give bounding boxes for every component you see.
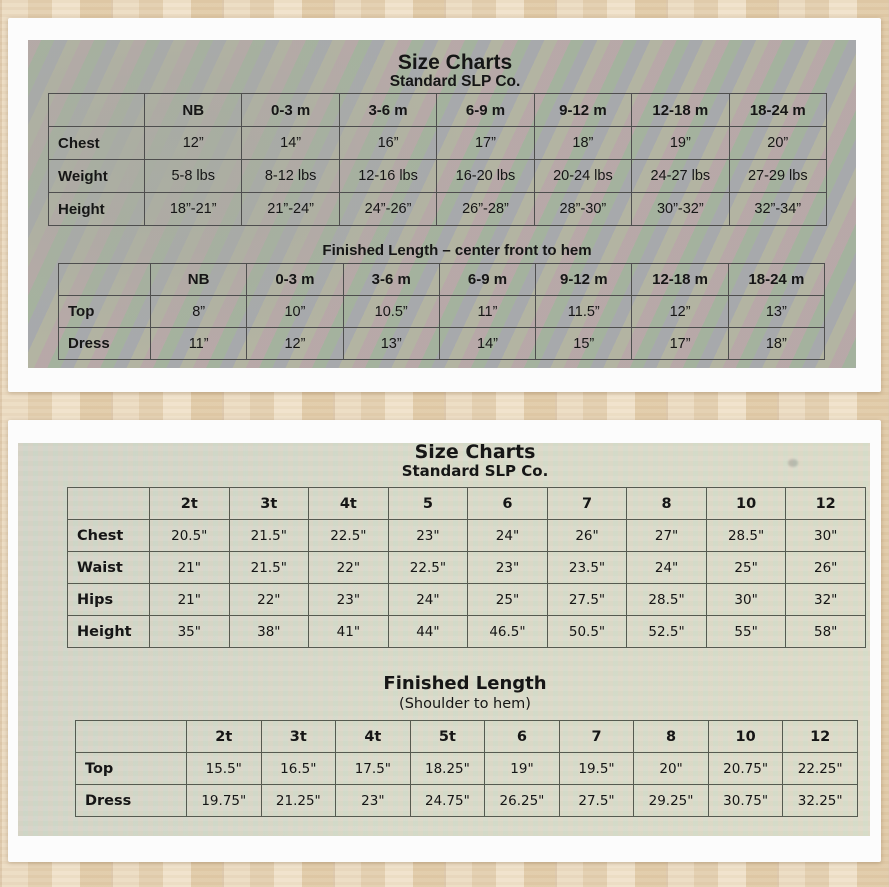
measurement-cell: 8-12 lbs [242, 160, 339, 193]
table-row [68, 552, 866, 584]
table-row [59, 296, 825, 328]
infant-size-chart-card [8, 18, 881, 392]
size-column-header: 8 [627, 488, 707, 520]
measurement-cell: 28.5" [627, 584, 707, 616]
measurement-cell: 14” [439, 328, 535, 360]
table-row [49, 160, 827, 193]
size-column-header: 18-24 m [728, 264, 824, 296]
measurement-cell: 23" [468, 552, 548, 584]
table-row [68, 520, 866, 552]
measurement-cell: 10” [247, 296, 343, 328]
size-column-header: 6 [485, 721, 560, 753]
size-column-header: NB [145, 94, 242, 127]
row-label: Hips [68, 584, 150, 616]
measurement-cell: 16” [339, 127, 436, 160]
measurement-cell: 24" [627, 552, 707, 584]
infant-chart-subtitle: Standard SLP Co. [389, 73, 521, 90]
size-column-header: 2t [150, 488, 230, 520]
size-column-header: 6-9 m [439, 264, 535, 296]
toddler-chart-title: Size Charts [414, 441, 536, 463]
toddler-chart-subtitle: Standard SLP Co. [401, 462, 549, 480]
measurement-cell: 26" [547, 520, 627, 552]
measurement-cell: 19.5" [559, 753, 634, 785]
toddler-finished-length-subheading: (Shoulder to hem) [399, 696, 531, 712]
measurement-cell: 25" [706, 552, 786, 584]
measurement-cell: 25" [468, 584, 548, 616]
row-label: Chest [49, 127, 145, 160]
size-column-header: 2t [187, 721, 262, 753]
measurement-cell: 22" [309, 552, 389, 584]
size-column-header: 12-18 m [632, 94, 729, 127]
measurement-cell: 17.5" [336, 753, 411, 785]
toddler-finished-length-heading: Finished Length [383, 673, 547, 694]
size-column-header: 9-12 m [534, 94, 631, 127]
measurement-cell: 44" [388, 616, 468, 648]
toddler-chart-screenshot [18, 443, 870, 836]
measurement-cell: 12” [247, 328, 343, 360]
size-column-header: 6 [468, 488, 548, 520]
size-column-header: 10 [708, 721, 783, 753]
measurement-cell: 23" [388, 520, 468, 552]
measurement-cell: 13” [343, 328, 439, 360]
measurement-cell: 22.5" [309, 520, 389, 552]
measurement-cell: 21.5" [229, 552, 309, 584]
measurement-cell: 8” [151, 296, 247, 328]
measurement-cell: 23.5" [547, 552, 627, 584]
measurement-cell: 30" [706, 584, 786, 616]
measurement-cell: 50.5" [547, 616, 627, 648]
measurement-cell: 55" [706, 616, 786, 648]
table-row [68, 616, 866, 648]
corner-cell [76, 721, 187, 753]
measurement-cell: 21" [150, 584, 230, 616]
header-row [59, 264, 825, 296]
row-label: Chest [68, 520, 150, 552]
size-column-header: 5 [388, 488, 468, 520]
size-column-header: 3-6 m [343, 264, 439, 296]
measurement-cell: 52.5" [627, 616, 707, 648]
row-label: Height [68, 616, 150, 648]
size-column-header: 0-3 m [247, 264, 343, 296]
infant-finished-length-heading: Finished Length – center front to hem [322, 242, 592, 259]
toddler-finished-length-table [75, 720, 858, 817]
measurement-cell: 21.25" [261, 785, 336, 817]
measurement-cell: 20” [729, 127, 826, 160]
size-column-header: 4t [309, 488, 389, 520]
measurement-cell: 15.5" [187, 753, 262, 785]
measurement-cell: 12” [145, 127, 242, 160]
measurement-cell: 46.5" [468, 616, 548, 648]
toddler-size-chart-card [8, 420, 881, 862]
measurement-cell: 11” [151, 328, 247, 360]
header-row [76, 721, 858, 753]
size-column-header: 4t [336, 721, 411, 753]
measurement-cell: 19" [485, 753, 560, 785]
size-column-header: 3-6 m [339, 94, 436, 127]
measurement-cell: 18”-21” [145, 193, 242, 226]
measurement-cell: 11.5” [536, 296, 632, 328]
size-column-header: 10 [706, 488, 786, 520]
measurement-cell: 26”-28” [437, 193, 534, 226]
measurement-cell: 27.5" [547, 584, 627, 616]
row-label: Weight [49, 160, 145, 193]
table-row [76, 753, 858, 785]
infant-measurements-table [48, 93, 827, 226]
measurement-cell: 23" [336, 785, 411, 817]
measurement-cell: 58" [786, 616, 866, 648]
measurement-cell: 32.25" [783, 785, 858, 817]
header-row [49, 94, 827, 127]
header-row [68, 488, 866, 520]
measurement-cell: 15” [536, 328, 632, 360]
corner-cell [49, 94, 145, 127]
size-column-header: 8 [634, 721, 709, 753]
measurement-cell: 24" [388, 584, 468, 616]
table-row [49, 193, 827, 226]
measurement-cell: 38" [229, 616, 309, 648]
measurement-cell: 12-16 lbs [339, 160, 436, 193]
infant-chart-screenshot [28, 40, 856, 368]
size-column-header: 18-24 m [729, 94, 826, 127]
measurement-cell: 20-24 lbs [534, 160, 631, 193]
measurement-cell: 14” [242, 127, 339, 160]
measurement-cell: 13” [728, 296, 824, 328]
measurement-cell: 24" [468, 520, 548, 552]
size-column-header: 12 [783, 721, 858, 753]
measurement-cell: 30”-32” [632, 193, 729, 226]
corner-cell [68, 488, 150, 520]
size-column-header: 9-12 m [536, 264, 632, 296]
measurement-cell: 19.75" [187, 785, 262, 817]
toddler-measurements-table [67, 487, 866, 648]
measurement-cell: 27-29 lbs [729, 160, 826, 193]
measurement-cell: 19” [632, 127, 729, 160]
measurement-cell: 32" [786, 584, 866, 616]
measurement-cell: 18” [534, 127, 631, 160]
measurement-cell: 27" [627, 520, 707, 552]
measurement-cell: 20.5" [150, 520, 230, 552]
measurement-cell: 10.5” [343, 296, 439, 328]
measurement-cell: 20.75" [708, 753, 783, 785]
size-column-header: 12-18 m [632, 264, 728, 296]
row-label: Waist [68, 552, 150, 584]
table-row [68, 584, 866, 616]
measurement-cell: 18” [728, 328, 824, 360]
table-row [76, 785, 858, 817]
row-label: Dress [59, 328, 151, 360]
measurement-cell: 29.25" [634, 785, 709, 817]
size-column-header: 3t [229, 488, 309, 520]
infant-chart-title: Size Charts [397, 51, 513, 74]
size-column-header: 7 [547, 488, 627, 520]
measurement-cell: 22.5" [388, 552, 468, 584]
measurement-cell: 16.5" [261, 753, 336, 785]
size-column-header: NB [151, 264, 247, 296]
measurement-cell: 28.5" [706, 520, 786, 552]
measurement-cell: 24-27 lbs [632, 160, 729, 193]
size-column-header: 7 [559, 721, 634, 753]
table-row [49, 127, 827, 160]
measurement-cell: 18.25" [410, 753, 485, 785]
measurement-cell: 26.25" [485, 785, 560, 817]
size-column-header: 6-9 m [437, 94, 534, 127]
measurement-cell: 20" [634, 753, 709, 785]
measurement-cell: 35" [150, 616, 230, 648]
measurement-cell: 22.25" [783, 753, 858, 785]
measurement-cell: 16-20 lbs [437, 160, 534, 193]
measurement-cell: 30" [786, 520, 866, 552]
measurement-cell: 27.5" [559, 785, 634, 817]
size-column-header: 0-3 m [242, 94, 339, 127]
size-column-header: 12 [786, 488, 866, 520]
measurement-cell: 28”-30” [534, 193, 631, 226]
measurement-cell: 11” [439, 296, 535, 328]
measurement-cell: 21" [150, 552, 230, 584]
measurement-cell: 12” [632, 296, 728, 328]
measurement-cell: 30.75" [708, 785, 783, 817]
size-column-header: 3t [261, 721, 336, 753]
measurement-cell: 17” [632, 328, 728, 360]
corner-cell [59, 264, 151, 296]
measurement-cell: 21.5" [229, 520, 309, 552]
row-label: Top [76, 753, 187, 785]
measurement-cell: 24.75" [410, 785, 485, 817]
row-label: Height [49, 193, 145, 226]
measurement-cell: 32”-34” [729, 193, 826, 226]
measurement-cell: 23" [309, 584, 389, 616]
measurement-cell: 41" [309, 616, 389, 648]
measurement-cell: 21”-24” [242, 193, 339, 226]
table-row [59, 328, 825, 360]
measurement-cell: 26" [786, 552, 866, 584]
measurement-cell: 24”-26” [339, 193, 436, 226]
infant-finished-length-table [58, 263, 825, 360]
row-label: Dress [76, 785, 187, 817]
row-label: Top [59, 296, 151, 328]
size-column-header: 5t [410, 721, 485, 753]
measurement-cell: 22" [229, 584, 309, 616]
measurement-cell: 17” [437, 127, 534, 160]
measurement-cell: 5-8 lbs [145, 160, 242, 193]
